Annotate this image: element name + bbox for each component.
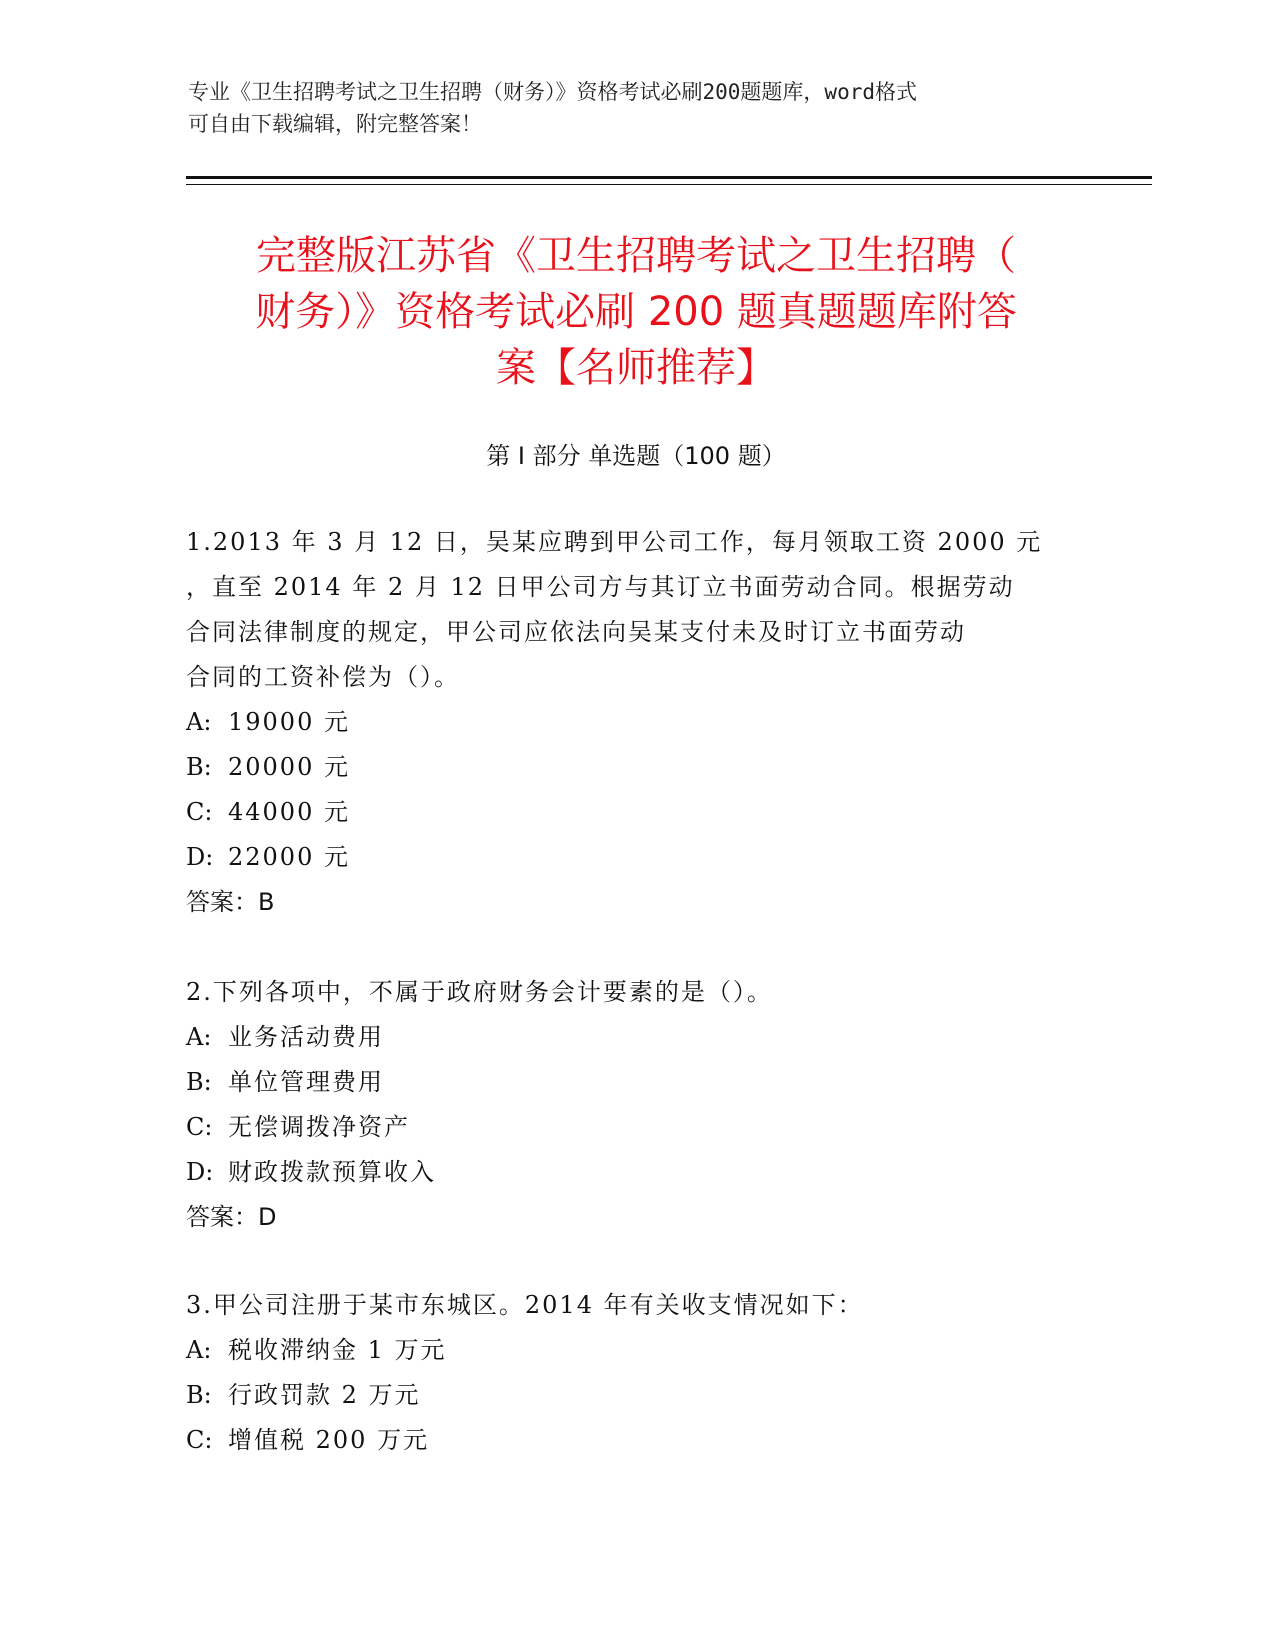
title-line-2: 财务）》资格考试必刷 200 题真题题库附答 — [255, 289, 1017, 335]
option-label: B: — [186, 1381, 212, 1409]
header-note — [188, 76, 1068, 140]
option-c — [186, 1105, 1086, 1150]
question-text-line: 2.下列各项中，不属于政府财务会计要素的是（）。 — [186, 978, 773, 1006]
option-label: D: — [186, 1158, 214, 1186]
question-text-line: 合同的工资补偿为（）。 — [186, 663, 460, 691]
document-title — [186, 228, 1086, 396]
header-note-line-1: 专业《卫生招聘考试之卫生招聘（财务）》资格考试必刷200题题库，word格式 — [188, 80, 917, 104]
option-label: C: — [186, 1426, 213, 1454]
option-text: 44000 元 — [228, 798, 350, 826]
option-c — [186, 790, 1086, 835]
title-line-3: 案【名师推荐】 — [496, 345, 776, 391]
option-d — [186, 835, 1086, 880]
option-text: 22000 元 — [228, 843, 350, 871]
option-label: B: — [186, 753, 212, 781]
option-a — [186, 1015, 1086, 1060]
answer-line: 答案：B — [186, 888, 275, 916]
option-a — [186, 1328, 1086, 1373]
header-divider-thin — [186, 184, 1152, 185]
option-text: 财政拨款预算收入 — [228, 1158, 436, 1186]
option-text: 行政罚款 2 万元 — [228, 1381, 421, 1409]
question-text-line: ，直至 2014 年 2 月 12 日甲公司方与其订立书面劳动合同。根据劳动 — [186, 573, 1015, 601]
option-b — [186, 1373, 1086, 1418]
option-label: A: — [186, 1023, 212, 1051]
option-text: 19000 元 — [228, 708, 350, 736]
option-label: A: — [186, 708, 212, 736]
header-divider-thick — [186, 176, 1152, 179]
question-2 — [186, 970, 1086, 1240]
option-d — [186, 1150, 1086, 1195]
option-label: B: — [186, 1068, 212, 1096]
option-text: 增值税 200 万元 — [228, 1426, 430, 1454]
option-a — [186, 700, 1086, 745]
question-text-line: 3.甲公司注册于某市东城区。2014 年有关收支情况如下： — [186, 1291, 864, 1319]
answer-line: 答案：D — [186, 1203, 277, 1231]
question-text-line: 1.2013 年 3 月 12 日，吴某应聘到甲公司工作，每月领取工资 2000 元 — [186, 528, 1043, 556]
section-title: 第 I 部分 单选题（100 题） — [486, 442, 786, 470]
option-text: 单位管理费用 — [228, 1068, 384, 1096]
option-label: C: — [186, 1113, 213, 1141]
option-label: C: — [186, 798, 213, 826]
question-1 — [186, 520, 1086, 925]
option-label: D: — [186, 843, 214, 871]
option-text: 20000 元 — [228, 753, 350, 781]
option-text: 税收滞纳金 1 万元 — [228, 1336, 447, 1364]
option-text: 无偿调拨净资产 — [228, 1113, 410, 1141]
option-b — [186, 1060, 1086, 1105]
option-c — [186, 1418, 1086, 1463]
option-b — [186, 745, 1086, 790]
question-text-line: 合同法律制度的规定，甲公司应依法向吴某支付未及时订立书面劳动 — [186, 618, 966, 646]
title-line-1: 完整版江苏省《卫生招聘考试之卫生招聘（ — [256, 233, 1016, 279]
option-label: A: — [186, 1336, 212, 1364]
question-3 — [186, 1283, 1086, 1463]
header-note-line-2: 可自由下载编辑，附完整答案！ — [188, 112, 482, 136]
option-text: 业务活动费用 — [228, 1023, 384, 1051]
